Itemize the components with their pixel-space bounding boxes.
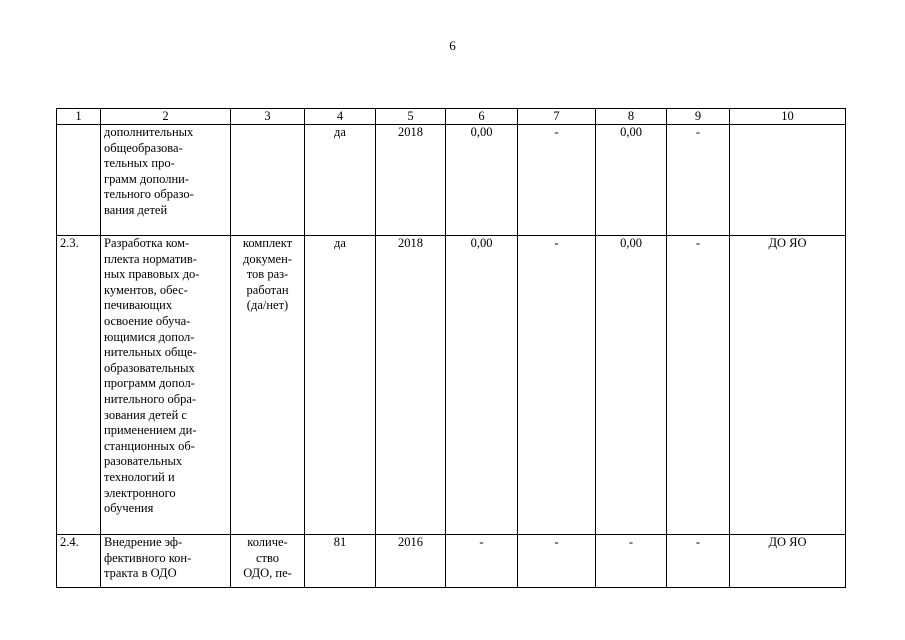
cell-col4: 81 (305, 535, 376, 588)
cell-indicator (231, 125, 305, 236)
cell-col9: - (667, 535, 730, 588)
cell-col9: - (667, 236, 730, 535)
column-header-10: 10 (730, 109, 846, 125)
cell-indicator: количе- ство ОДО, пе- (231, 535, 305, 588)
table-row (57, 125, 846, 236)
column-header-4: 4 (305, 109, 376, 125)
column-header-7: 7 (518, 109, 596, 125)
cell-col4: да (305, 236, 376, 535)
cell-number: 2.4. (57, 535, 101, 588)
cell-col6: 0,00 (446, 236, 518, 535)
cell-description: Внедрение эф- фективного кон- тракта в ОДО (101, 535, 231, 588)
cell-description: Разработка ком- плекта норматив- ных правовых до- кументов, обес- печивающих освоение обуча- ющимися допол- нительных обще- образовательных программ допол- нительного обра- зования детей с применением ди- станционных об- разовательных технологий и электронного обучения (101, 236, 231, 535)
cell-col6: 0,00 (446, 125, 518, 236)
cell-col10: ДО ЯО (730, 535, 846, 588)
cell-col8: 0,00 (596, 125, 667, 236)
column-header-6: 6 (446, 109, 518, 125)
cell-col7: - (518, 125, 596, 236)
cell-col8: 0,00 (596, 236, 667, 535)
cell-col5: 2018 (376, 125, 446, 236)
cell-col8: - (596, 535, 667, 588)
column-header-3: 3 (231, 109, 305, 125)
header-row (57, 109, 846, 125)
cell-col9: - (667, 125, 730, 236)
cell-col10 (730, 125, 846, 236)
cell-col7: - (518, 236, 596, 535)
cell-col4: да (305, 125, 376, 236)
table-row (57, 236, 846, 535)
column-header-2: 2 (101, 109, 231, 125)
cell-col7: - (518, 535, 596, 588)
column-header-1: 1 (57, 109, 101, 125)
cell-indicator: комплект докумен- тов раз- работан (да/нет) (231, 236, 305, 535)
cell-number: 2.3. (57, 236, 101, 535)
cell-col10: ДО ЯО (730, 236, 846, 535)
cell-col6: - (446, 535, 518, 588)
cell-description: дополнительных общеобразова- тельных про- грамм дополни- тельного образо- вания детей (101, 125, 231, 236)
cell-number (57, 125, 101, 236)
cell-col5: 2016 (376, 535, 446, 588)
column-header-5: 5 (376, 109, 446, 125)
column-header-9: 9 (667, 109, 730, 125)
column-header-8: 8 (596, 109, 667, 125)
document-table (56, 108, 846, 588)
page-number: 6 (449, 38, 456, 53)
table-row (57, 535, 846, 588)
cell-col5: 2018 (376, 236, 446, 535)
